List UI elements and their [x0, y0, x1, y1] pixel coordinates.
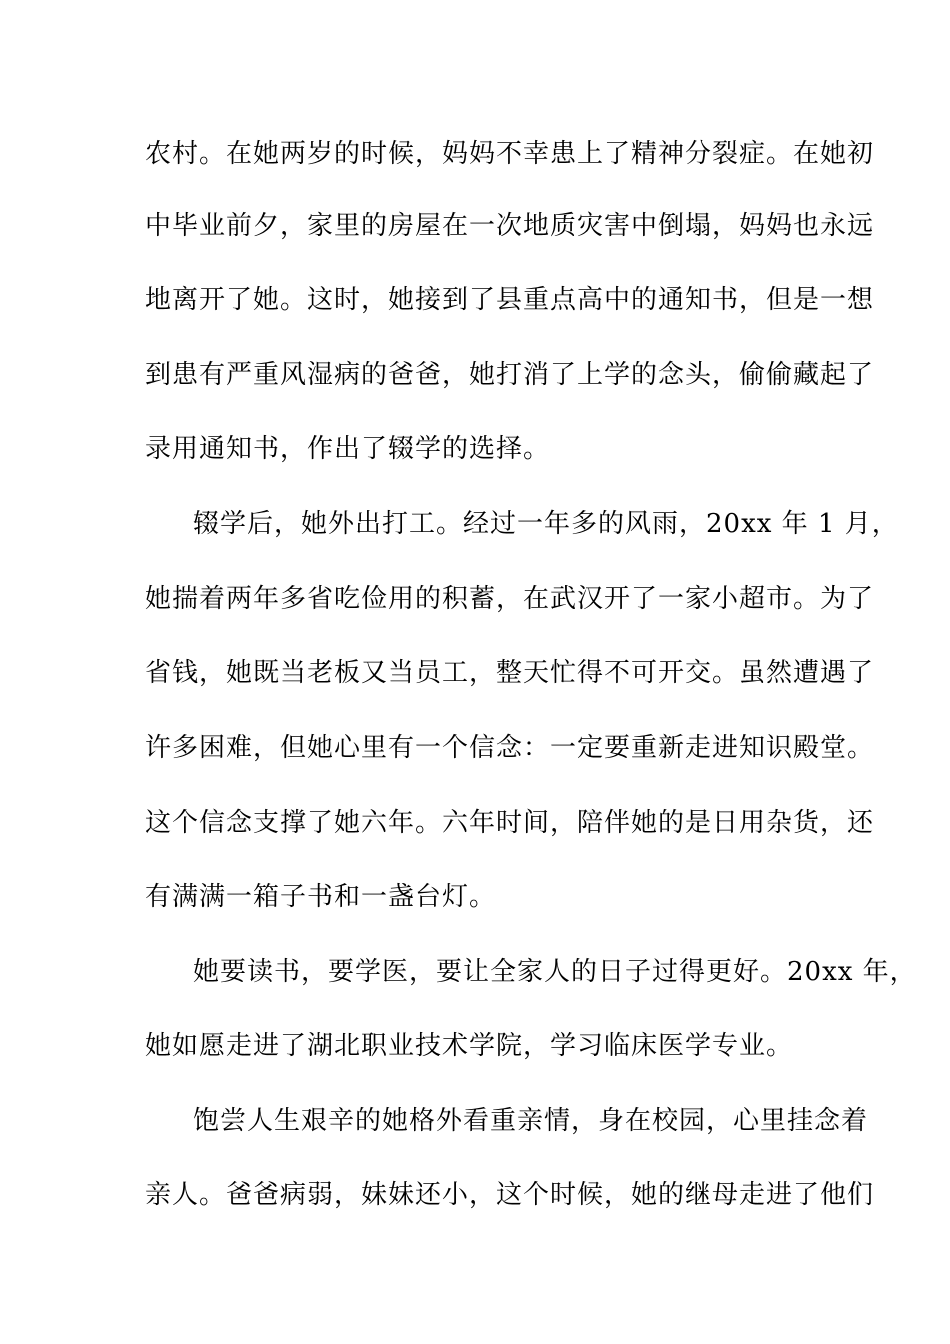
text-line: 她揣着两年多省吃俭用的积蓄，在武汉开了一家小超市。为了	[145, 584, 875, 614]
paragraph-start-line: 辍学后，她外出打工。经过一年多的风雨，20xx 年 1 月，	[193, 509, 899, 539]
text-line: 中毕业前夕，家里的房屋在一次地质灾害中倒塌，妈妈也永远	[145, 211, 875, 241]
text-line: 亲人。爸爸病弱，妹妹还小，这个时候，她的继母走进了他们	[145, 1180, 875, 1210]
paragraph-start-line: 饱尝人生艰辛的她格外看重亲情，身在校园，心里挂念着	[193, 1106, 869, 1136]
text-line: 到患有严重风湿病的爸爸，她打消了上学的念头，偷偷藏起了	[145, 360, 875, 390]
text-line: 农村。在她两岁的时候，妈妈不幸患上了精神分裂症。在她初	[145, 139, 875, 169]
paragraph-start-line: 她要读书，要学医，要让全家人的日子过得更好。20xx 年，	[193, 957, 917, 987]
text-line: 许多困难，但她心里有一个信念：一定要重新走进知识殿堂。	[145, 733, 875, 763]
text-line: 录用通知书，作出了辍学的选择。	[145, 434, 551, 464]
text-line: 她如愿走进了湖北职业技术学院，学习临床医学专业。	[145, 1031, 794, 1061]
text-line: 地离开了她。这时，她接到了县重点高中的通知书，但是一想	[145, 285, 875, 315]
text-line: 这个信念支撑了她六年。六年时间，陪伴她的是日用杂货，还	[145, 808, 875, 838]
text-line: 省钱，她既当老板又当员工，整天忙得不可开交。虽然遭遇了	[145, 658, 875, 688]
text-line: 有满满一箱子书和一盏台灯。	[145, 882, 497, 912]
